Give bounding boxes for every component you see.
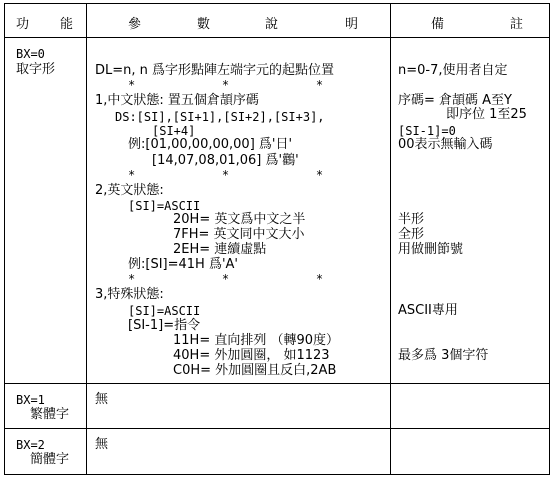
note-ascii-only: ASCII專用 xyxy=(398,303,458,318)
param-s2-example: 例:[SI]=41H 爲'A' xyxy=(128,257,238,272)
header-notes-char1: 備 xyxy=(431,17,446,32)
param-s1-ds2: [SI+4] xyxy=(152,124,196,138)
bx1-params: 無 xyxy=(95,392,109,407)
bx2-name: 簡體字 xyxy=(30,452,70,467)
param-s3-title: 3,特殊狀態: xyxy=(95,287,164,302)
param-s3-11h: 11H= 直向排列 （轉90度） xyxy=(173,333,340,348)
param-s2-title: 2,英文狀態: xyxy=(95,183,164,198)
header-function-char2: 能 xyxy=(60,17,75,32)
param-s1-example-1: 例:[01,00,00,00,00] 爲'日' xyxy=(128,137,293,152)
note-no-input: 00表示無輸入碼 xyxy=(398,137,493,152)
header-function-char1: 功 xyxy=(16,17,31,32)
column-divider-1 xyxy=(86,3,87,475)
param-dl-line: DL=n, n 爲字形點陣左端字元的起點位置 xyxy=(95,63,335,78)
note-max-3: 最多爲 3個字符 xyxy=(398,348,489,363)
param-s1-title: 1,中文狀態: 置五個倉頡序碼 xyxy=(95,93,259,108)
bx0-code: BX=0 xyxy=(16,47,45,61)
bx1-name: 繁體字 xyxy=(30,407,70,422)
header-params-char3: 說 xyxy=(265,17,280,32)
note-ellipsis: 用做刪節號 xyxy=(398,242,464,257)
param-s3-si1: [SI-1]=指令 xyxy=(128,318,201,333)
bx0-name: 取字形 xyxy=(16,62,56,77)
param-s1-example-2: [14,07,08,01,06] 爲'鸛' xyxy=(152,153,299,168)
param-s2-2eh: 2EH= 連續虛點 xyxy=(173,242,267,257)
note-seq-2: 即序位 1至25 xyxy=(446,107,527,122)
param-s2-20h: 20H= 英文爲中文之半 xyxy=(173,212,306,227)
note-half-width: 半形 xyxy=(398,212,425,227)
bx2-params: 無 xyxy=(95,437,109,452)
param-s2-si: [SI]=ASCII xyxy=(128,199,201,213)
table-left-border xyxy=(4,3,5,475)
note-seq-1: 序碼= 倉頡碼 A至Y xyxy=(398,93,512,108)
param-stars-3: * * * xyxy=(128,272,324,286)
bx1-code: BX=1 xyxy=(16,393,45,407)
note-si-minus-1: [SI-1]=0 xyxy=(398,124,456,138)
bx2-code: BX=2 xyxy=(16,438,45,452)
param-s2-7fh: 7FH= 英文同中文大小 xyxy=(173,227,305,242)
header-params-char2: 數 xyxy=(197,17,212,32)
note-full-width: 全形 xyxy=(398,227,425,242)
param-s3-c0h: C0H= 外加圓圈且反白,2AB xyxy=(173,363,337,378)
header-params-char4: 明 xyxy=(345,17,360,32)
param-stars-2: * * * xyxy=(128,168,324,182)
header-notes-char2: 註 xyxy=(510,17,525,32)
column-divider-2 xyxy=(390,3,391,475)
param-stars-1: * * * xyxy=(128,78,324,92)
param-s3-si: [SI]=ASCII xyxy=(128,304,201,318)
table-right-border xyxy=(549,3,550,475)
param-s1-ds: DS:[SI],[SI+1],[SI+2],[SI+3], xyxy=(115,110,325,124)
note-n-range: n=0-7,使用者自定 xyxy=(398,63,508,78)
header-params-char1: 參 xyxy=(128,17,143,32)
param-s3-40h: 40H= 外加圓圈， 如1123 xyxy=(173,348,330,363)
